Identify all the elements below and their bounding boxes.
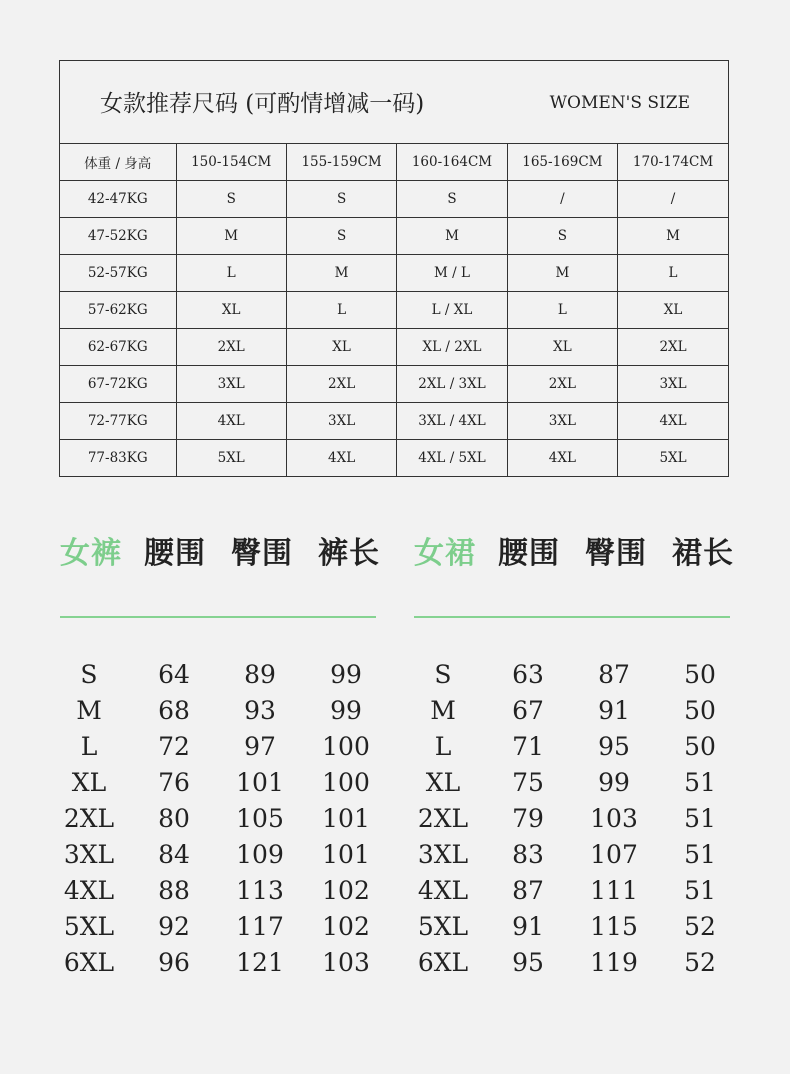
pants-value: 105: [236, 804, 284, 833]
size-cell: 4XL / 5XL: [397, 440, 507, 477]
weight-cell: 52-57KG: [60, 255, 176, 292]
pants-row: [60, 912, 380, 948]
pants-header-3: 裤长: [318, 536, 380, 571]
skirt-value: 91: [512, 912, 544, 941]
pants-value: 101: [322, 840, 370, 869]
skirt-value: 51: [684, 768, 716, 797]
pants-row: [60, 804, 380, 840]
skirt-value: 119: [590, 948, 638, 977]
size-cell: S: [397, 181, 507, 218]
pants-value: 88: [158, 876, 190, 905]
pants-value: 117: [236, 912, 284, 941]
grid-row: [60, 292, 728, 329]
pants-value: 84: [158, 840, 190, 869]
skirt-value: 50: [684, 696, 716, 725]
pants-row: [60, 768, 380, 804]
size-cell: 4XL: [507, 440, 617, 477]
skirt-rows: [414, 660, 734, 984]
pants-value: 99: [330, 696, 362, 725]
pants-size-label: 4XL: [63, 876, 115, 905]
weight-cell: 47-52KG: [60, 218, 176, 255]
size-cell: 4XL: [176, 403, 286, 440]
grid-row: [60, 440, 728, 477]
size-cell: 5XL: [176, 440, 286, 477]
skirt-value: 103: [590, 804, 638, 833]
skirt-size-label: XL: [425, 768, 461, 797]
pants-value: 68: [158, 696, 190, 725]
size-cell: XL / 2XL: [397, 329, 507, 366]
pants-value: 64: [158, 660, 190, 689]
size-cell: 3XL: [618, 366, 728, 403]
size-grid: [60, 144, 728, 476]
skirt-value: 115: [590, 912, 638, 941]
skirt-value: 50: [684, 660, 716, 689]
size-cell: /: [507, 181, 617, 218]
grid-header-cell: 165-169CM: [507, 144, 617, 181]
size-cell: L: [176, 255, 286, 292]
skirt-row: [414, 732, 734, 768]
pants-value: 72: [158, 732, 190, 761]
pants-value: 101: [236, 768, 284, 797]
pants-header-0: 女裤: [60, 536, 122, 571]
skirt-value: 99: [598, 768, 630, 797]
skirt-value: 87: [598, 660, 630, 689]
skirt-value: 52: [684, 948, 716, 977]
grid-row: [60, 255, 728, 292]
skirt-row: [414, 912, 734, 948]
skirt-row: [414, 660, 734, 696]
skirt-size-label: S: [434, 660, 452, 689]
grid-row: [60, 181, 728, 218]
pants-size-label: S: [80, 660, 98, 689]
weight-cell: 62-67KG: [60, 329, 176, 366]
skirt-size-label: L: [434, 732, 452, 761]
size-cell: XL: [618, 292, 728, 329]
grid-row: [60, 366, 728, 403]
pants-measurements: [60, 528, 380, 977]
skirt-row: [414, 948, 734, 984]
size-cell: M: [618, 218, 728, 255]
skirt-row: [414, 804, 734, 840]
pants-size-label: 3XL: [63, 840, 115, 869]
skirt-value: 91: [598, 696, 630, 725]
table-title-en: WOMEN'S SIZE: [549, 93, 690, 113]
pants-value: 113: [236, 876, 284, 905]
grid-header-cell: 150-154CM: [176, 144, 286, 181]
pants-value: 109: [236, 840, 284, 869]
pants-row: [60, 696, 380, 732]
skirt-value: 51: [684, 876, 716, 905]
pants-header-2: 臀围: [231, 536, 293, 571]
skirt-value: 67: [512, 696, 544, 725]
skirt-header-2: 臀围: [585, 536, 647, 571]
table-title-cn: 女款推荐尺码 (可酌情增减一码): [100, 91, 425, 117]
skirt-row: [414, 696, 734, 732]
skirt-value: 75: [512, 768, 544, 797]
size-cell: 2XL: [286, 366, 396, 403]
pants-size-label: 6XL: [63, 948, 115, 977]
size-cell: XL: [507, 329, 617, 366]
pants-value: 121: [236, 948, 284, 977]
size-cell: L / XL: [397, 292, 507, 329]
pants-value: 92: [158, 912, 190, 941]
skirt-row: [414, 876, 734, 912]
grid-row: [60, 329, 728, 366]
grid-header-cell: 160-164CM: [397, 144, 507, 181]
size-cell: M: [176, 218, 286, 255]
pants-size-label: M: [76, 696, 102, 725]
pants-value: 96: [158, 948, 190, 977]
skirt-value: 50: [684, 732, 716, 761]
skirt-row: [414, 840, 734, 876]
skirt-value: 63: [512, 660, 544, 689]
skirt-value: 111: [590, 876, 638, 905]
size-recommendation-table: [59, 60, 729, 477]
pants-row: [60, 948, 380, 984]
skirt-header-1: 腰围: [498, 536, 560, 571]
pants-divider: [60, 616, 376, 618]
skirt-row: [414, 768, 734, 804]
skirt-header: [414, 528, 734, 572]
skirt-size-label: M: [430, 696, 456, 725]
pants-value: 80: [158, 804, 190, 833]
skirt-header-0: 女裙: [414, 536, 476, 571]
size-cell: L: [507, 292, 617, 329]
grid-row: [60, 403, 728, 440]
pants-value: 100: [322, 732, 370, 761]
pants-value: 101: [322, 804, 370, 833]
weight-cell: 72-77KG: [60, 403, 176, 440]
pants-row: [60, 840, 380, 876]
skirt-value: 95: [598, 732, 630, 761]
table-header: [60, 61, 728, 144]
size-cell: S: [176, 181, 286, 218]
size-cell: 4XL: [286, 440, 396, 477]
pants-header-1: 腰围: [144, 536, 206, 571]
pants-size-label: 5XL: [63, 912, 115, 941]
size-cell: XL: [286, 329, 396, 366]
skirt-value: 52: [684, 912, 716, 941]
size-cell: M: [286, 255, 396, 292]
size-cell: XL: [176, 292, 286, 329]
size-cell: 3XL: [507, 403, 617, 440]
grid-header-cell: 170-174CM: [618, 144, 728, 181]
size-cell: 3XL: [286, 403, 396, 440]
size-cell: 3XL / 4XL: [397, 403, 507, 440]
skirt-value: 95: [512, 948, 544, 977]
skirt-size-label: 6XL: [417, 948, 469, 977]
size-cell: 5XL: [659, 450, 687, 466]
skirt-size-label: 2XL: [417, 804, 469, 833]
weight-cell: 67-72KG: [60, 366, 176, 403]
skirt-value: 71: [512, 732, 544, 761]
size-cell: M: [507, 255, 617, 292]
size-cell: 2XL: [507, 366, 617, 403]
grid-header-cell: 155-159CM: [286, 144, 396, 181]
size-cell: 4XL: [618, 403, 728, 440]
skirt-value: 51: [684, 804, 716, 833]
size-cell: /: [618, 181, 728, 218]
pants-row: [60, 876, 380, 912]
pants-value: 97: [244, 732, 276, 761]
pants-value: 99: [330, 660, 362, 689]
skirt-value: 83: [512, 840, 544, 869]
weight-cell: 42-47KG: [60, 181, 176, 218]
size-cell: S: [507, 218, 617, 255]
grid-header-cell: 体重 / 身高: [60, 144, 176, 181]
skirt-divider: [414, 616, 730, 618]
size-cell: M: [397, 218, 507, 255]
weight-cell: 77-83KG: [60, 440, 176, 477]
skirt-value: 107: [590, 840, 638, 869]
grid-header-row: [60, 144, 728, 181]
skirt-value: 79: [512, 804, 544, 833]
pants-row: [60, 660, 380, 696]
size-cell: S: [286, 218, 396, 255]
pants-size-label: L: [80, 732, 98, 761]
skirt-header-3: 裙长: [672, 536, 734, 571]
pants-rows: [60, 660, 380, 984]
size-cell: 3XL: [176, 366, 286, 403]
skirt-size-label: 4XL: [417, 876, 469, 905]
pants-size-label: 2XL: [63, 804, 115, 833]
size-cell: S: [286, 181, 396, 218]
pants-row: [60, 732, 380, 768]
pants-header: [60, 528, 380, 572]
pants-value: 102: [322, 912, 370, 941]
skirt-size-label: 5XL: [417, 912, 469, 941]
skirt-value: 51: [684, 840, 716, 869]
pants-value: 103: [322, 948, 370, 977]
size-cell: 2XL / 3XL: [397, 366, 507, 403]
skirt-size-label: 3XL: [417, 840, 469, 869]
size-cell: 2XL: [176, 329, 286, 366]
skirt-measurements: [414, 528, 734, 977]
pants-value: 102: [322, 876, 370, 905]
size-cell: L: [618, 255, 728, 292]
pants-size-label: XL: [71, 768, 107, 797]
pants-value: 93: [244, 696, 276, 725]
size-cell: M / L: [397, 255, 507, 292]
size-cell: L: [286, 292, 396, 329]
pants-value: 89: [244, 660, 276, 689]
pants-value: 76: [158, 768, 190, 797]
skirt-value: 87: [512, 876, 544, 905]
size-cell: 2XL: [618, 329, 728, 366]
pants-value: 100: [322, 768, 370, 797]
weight-cell: 57-62KG: [60, 292, 176, 329]
grid-row: [60, 218, 728, 255]
